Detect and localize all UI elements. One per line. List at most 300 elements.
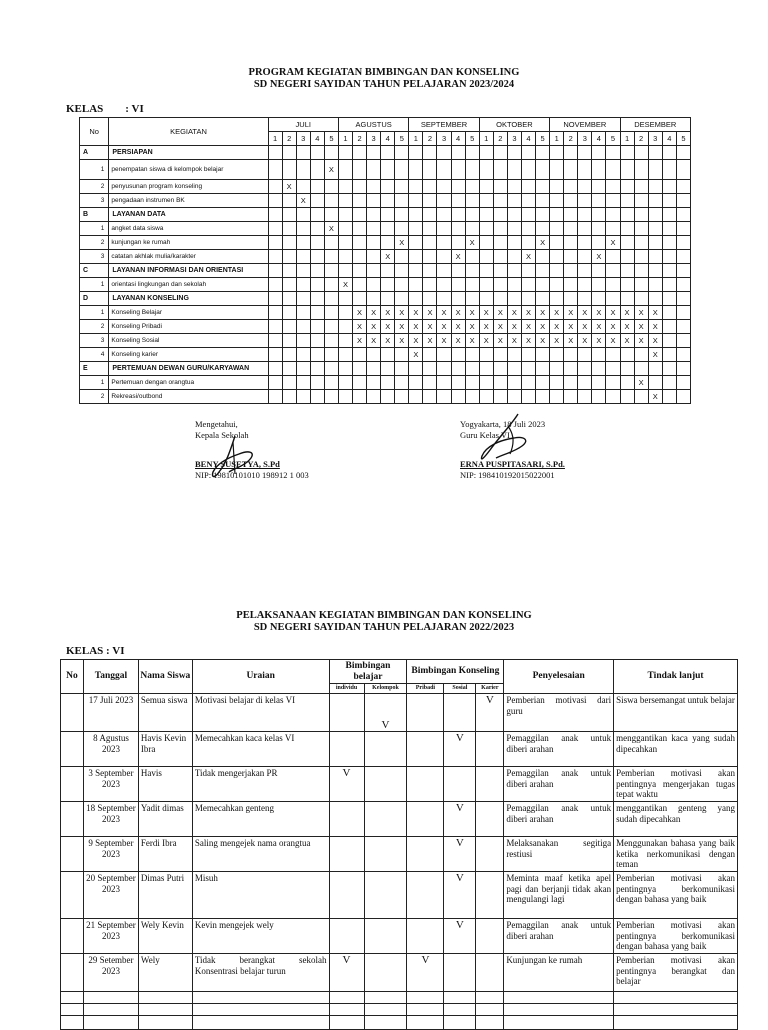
schedule-cell (367, 250, 381, 264)
row-tindak-lanjut: Menggunakan bahasa yang baik ketika nerkomunikasi dengan teman (614, 837, 738, 872)
pelaksanaan-row (61, 767, 738, 802)
schedule-cell (367, 180, 381, 194)
schedule-cell (268, 160, 282, 180)
schedule-cell (507, 222, 521, 236)
schedule-cell (662, 160, 676, 180)
schedule-cell (676, 250, 690, 264)
schedule-mark: X (521, 250, 535, 264)
schedule-cell (648, 376, 662, 390)
schedule-cell (662, 208, 676, 222)
schedule-cell (409, 292, 423, 306)
schedule-cell (479, 160, 493, 180)
schedule-cell (395, 292, 409, 306)
schedule-cell (676, 348, 690, 362)
schedule-cell (268, 362, 282, 376)
schedule-cell (479, 180, 493, 194)
check-cell (476, 802, 504, 837)
schedule-cell (353, 208, 367, 222)
schedule-cell (578, 362, 592, 376)
schedule-cell (268, 320, 282, 334)
schedule-cell (338, 334, 352, 348)
schedule-cell (662, 362, 676, 376)
empty-cell (364, 1016, 407, 1030)
schedule-cell (592, 348, 606, 362)
schedule-cell (423, 362, 437, 376)
schedule-cell (564, 362, 578, 376)
empty-cell (138, 1004, 192, 1016)
schedule-cell (479, 194, 493, 208)
schedule-mark: X (423, 320, 437, 334)
schedule-cell (268, 222, 282, 236)
schedule-cell (296, 264, 310, 278)
activity-label: angket data siswa (109, 222, 268, 236)
schedule-item-row (80, 160, 691, 180)
schedule-cell (479, 278, 493, 292)
schedule-mark: X (507, 334, 521, 348)
schedule-cell (620, 278, 634, 292)
schedule-cell (507, 264, 521, 278)
row-tanggal: 9 September 2023 (83, 837, 138, 872)
activity-label: LAYANAN INFORMASI DAN ORIENTASI (109, 264, 268, 278)
schedule-cell (367, 348, 381, 362)
schedule-section-row (80, 362, 691, 376)
schedule-cell (507, 362, 521, 376)
week-header: 2 (353, 132, 367, 146)
check-cell (364, 872, 407, 919)
schedule-cell (536, 250, 550, 264)
schedule-cell (479, 362, 493, 376)
schedule-item-row (80, 306, 691, 320)
schedule-cell (437, 222, 451, 236)
schedule-cell (409, 194, 423, 208)
col-uraian: Uraian (192, 660, 329, 694)
schedule-cell (620, 222, 634, 236)
schedule-cell (606, 376, 620, 390)
row-tanggal: 29 Setember 2023 (83, 954, 138, 992)
schedule-mark: X (606, 236, 620, 250)
schedule-cell (676, 376, 690, 390)
schedule-cell (465, 250, 479, 264)
schedule-cell (324, 180, 338, 194)
schedule-mark: X (648, 306, 662, 320)
schedule-item-row (80, 250, 691, 264)
schedule-cell (423, 236, 437, 250)
row-number: E (80, 362, 109, 376)
schedule-mark: X (465, 320, 479, 334)
schedule-mark: X (634, 320, 648, 334)
schedule-cell (465, 278, 479, 292)
schedule-cell (493, 390, 507, 404)
schedule-cell (648, 264, 662, 278)
schedule-cell (310, 292, 324, 306)
row-no (61, 802, 84, 837)
schedule-cell (395, 222, 409, 236)
check-mark: V (364, 694, 407, 732)
week-header: 5 (676, 132, 690, 146)
schedule-mark: X (367, 334, 381, 348)
schedule-cell (310, 264, 324, 278)
schedule-cell (338, 222, 352, 236)
week-header: 1 (268, 132, 282, 146)
row-uraian: Tidak mengerjakan PR (192, 767, 329, 802)
schedule-cell (662, 320, 676, 334)
activity-label: PERSIAPAN (109, 146, 268, 160)
schedule-mark: X (451, 320, 465, 334)
schedule-cell (606, 146, 620, 160)
row-uraian: Kevin mengejek wely (192, 919, 329, 954)
schedule-cell (634, 390, 648, 404)
schedule-cell (268, 348, 282, 362)
schedule-cell (676, 208, 690, 222)
schedule-cell (606, 160, 620, 180)
schedule-mark: X (648, 348, 662, 362)
schedule-cell (282, 146, 296, 160)
schedule-cell (395, 390, 409, 404)
schedule-cell (493, 208, 507, 222)
schedule-cell (648, 180, 662, 194)
schedule-mark: X (437, 320, 451, 334)
schedule-cell (521, 160, 535, 180)
schedule-mark: X (606, 306, 620, 320)
schedule-cell (353, 250, 367, 264)
sign-left-line2: Kepala Sekolah (195, 429, 249, 440)
schedule-cell (353, 146, 367, 160)
schedule-cell (620, 250, 634, 264)
schedule-cell (479, 146, 493, 160)
schedule-cell (296, 146, 310, 160)
schedule-cell (620, 194, 634, 208)
month-header: DESEMBER (620, 118, 691, 132)
row-nama: Yadit dimas (138, 802, 192, 837)
schedule-cell (536, 208, 550, 222)
schedule-cell (423, 390, 437, 404)
row-number: 4 (80, 348, 109, 362)
schedule-cell (592, 222, 606, 236)
schedule-cell (310, 208, 324, 222)
schedule-mark: X (634, 376, 648, 390)
schedule-cell (338, 292, 352, 306)
empty-cell (138, 992, 192, 1004)
schedule-mark: X (395, 334, 409, 348)
row-number: A (80, 146, 109, 160)
row-penyelesaian: Pemaggilan anak untuk diberi arahan (504, 732, 614, 767)
col-no: No (61, 660, 84, 694)
sign-right-line2: Guru Kelas VI (460, 429, 510, 440)
schedule-cell (395, 264, 409, 278)
row-tanggal: 8 Agustus 2023 (83, 732, 138, 767)
week-header: 1 (409, 132, 423, 146)
schedule-cell (451, 160, 465, 180)
schedule-cell (592, 376, 606, 390)
schedule-cell (338, 390, 352, 404)
empty-cell (61, 1016, 84, 1030)
schedule-cell (648, 222, 662, 236)
schedule-cell (634, 250, 648, 264)
schedule-mark: X (465, 236, 479, 250)
schedule-mark: X (550, 306, 564, 320)
empty-cell (407, 992, 444, 1004)
col-tanggal: Tanggal (83, 660, 138, 694)
schedule-mark: X (493, 334, 507, 348)
schedule-mark: X (521, 306, 535, 320)
row-number: 2 (80, 390, 109, 404)
schedule-cell (620, 146, 634, 160)
schedule-mark: X (536, 306, 550, 320)
schedule-mark: X (395, 306, 409, 320)
week-header: 5 (395, 132, 409, 146)
check-cell (476, 767, 504, 802)
schedule-cell (676, 194, 690, 208)
schedule-cell (310, 222, 324, 236)
schedule-cell (648, 362, 662, 376)
row-number: 2 (80, 320, 109, 334)
check-mark: V (444, 732, 476, 767)
schedule-cell (606, 194, 620, 208)
schedule-cell (536, 376, 550, 390)
check-cell (407, 919, 444, 954)
schedule-cell (296, 348, 310, 362)
schedule-cell (536, 390, 550, 404)
col-individu: individu (329, 684, 364, 694)
row-nama: Dimas Putri (138, 872, 192, 919)
row-penyelesaian: Kunjungan ke rumah (504, 954, 614, 992)
schedule-mark: X (324, 160, 338, 180)
schedule-item-row (80, 222, 691, 236)
schedule-cell (648, 146, 662, 160)
schedule-cell (423, 194, 437, 208)
schedule-section-row (80, 264, 691, 278)
schedule-mark: X (367, 306, 381, 320)
schedule-cell (268, 278, 282, 292)
schedule-cell (592, 194, 606, 208)
schedule-cell (381, 146, 395, 160)
row-number: 3 (80, 334, 109, 348)
schedule-cell (268, 236, 282, 250)
schedule-cell (423, 160, 437, 180)
row-number: 1 (80, 222, 109, 236)
pelaksanaan-title: PELAKSANAAN KEGIATAN BIMBINGAN DAN KONSELING (236, 610, 532, 621)
month-header: NOVEMBER (550, 118, 620, 132)
col-bimbingan-konseling: Bimbingan Konseling (407, 660, 504, 684)
pelaksanaan-row (61, 837, 738, 872)
empty-cell (83, 992, 138, 1004)
schedule-cell (606, 292, 620, 306)
schedule-cell (353, 292, 367, 306)
schedule-cell (507, 376, 521, 390)
schedule-cell (423, 250, 437, 264)
schedule-cell (465, 222, 479, 236)
schedule-mark: X (381, 334, 395, 348)
schedule-cell (465, 390, 479, 404)
row-tindak-lanjut: Pemberian motivasi akan pentingnya berkomunikasi dengan bahasa yang baik (614, 872, 738, 919)
schedule-cell (550, 362, 564, 376)
pelaksanaan-row (61, 694, 738, 732)
schedule-cell (338, 362, 352, 376)
schedule-mark: X (564, 320, 578, 334)
schedule-cell (324, 264, 338, 278)
row-uraian: Memecahkan kaca kelas VI (192, 732, 329, 767)
check-cell (407, 837, 444, 872)
schedule-cell (648, 208, 662, 222)
schedule-cell (620, 236, 634, 250)
schedule-cell (536, 222, 550, 236)
week-header: 2 (634, 132, 648, 146)
schedule-mark: X (521, 334, 535, 348)
month-header: OKTOBER (479, 118, 549, 132)
schedule-cell (493, 250, 507, 264)
check-cell (329, 694, 364, 732)
schedule-cell (451, 236, 465, 250)
week-header: 1 (550, 132, 564, 146)
schedule-mark: X (437, 306, 451, 320)
empty-cell (504, 1004, 614, 1016)
schedule-cell (338, 160, 352, 180)
empty-cell (476, 1016, 504, 1030)
col-nama: Nama Siswa (138, 660, 192, 694)
schedule-cell (564, 292, 578, 306)
empty-cell (614, 1004, 738, 1016)
schedule-cell (550, 390, 564, 404)
schedule-cell (606, 390, 620, 404)
schedule-cell (296, 390, 310, 404)
row-uraian: Motivasi belajar di kelas VI (192, 694, 329, 732)
schedule-cell (367, 376, 381, 390)
activity-label: kunjungan ke rumah (109, 236, 268, 250)
schedule-cell (479, 208, 493, 222)
schedule-cell (620, 362, 634, 376)
schedule-cell (634, 264, 648, 278)
sign-right-nip: NIP: 198410192015022001 (460, 469, 555, 480)
activity-label: penempatan siswa di kelompok belajar (109, 160, 268, 180)
schedule-cell (521, 292, 535, 306)
schedule-cell (409, 278, 423, 292)
schedule-cell (282, 320, 296, 334)
schedule-cell (634, 194, 648, 208)
schedule-cell (521, 264, 535, 278)
schedule-cell (634, 222, 648, 236)
schedule-cell (367, 264, 381, 278)
schedule-cell (465, 264, 479, 278)
schedule-mark: X (634, 334, 648, 348)
schedule-cell (536, 278, 550, 292)
schedule-cell (634, 180, 648, 194)
schedule-cell (282, 292, 296, 306)
schedule-cell (634, 292, 648, 306)
schedule-cell (381, 362, 395, 376)
week-header: 4 (451, 132, 465, 146)
schedule-cell (536, 264, 550, 278)
week-header: 2 (282, 132, 296, 146)
schedule-cell (367, 146, 381, 160)
week-header: 5 (465, 132, 479, 146)
schedule-cell (282, 334, 296, 348)
schedule-cell (536, 348, 550, 362)
schedule-cell (536, 362, 550, 376)
schedule-mark: X (423, 306, 437, 320)
pelaksanaan-subtitle: SD NEGERI SAYIDAN TAHUN PELAJARAN 2022/2023 (253, 622, 515, 633)
schedule-cell (324, 390, 338, 404)
schedule-cell (282, 236, 296, 250)
schedule-mark: X (648, 320, 662, 334)
schedule-cell (338, 146, 352, 160)
pelaksanaan-row (61, 732, 738, 767)
schedule-cell (564, 348, 578, 362)
col-pribadi: Pribadi (407, 684, 444, 694)
schedule-cell (409, 146, 423, 160)
row-penyelesaian: Pemaggilan anak untuk diberi arahan (504, 767, 614, 802)
activity-label: LAYANAN DATA (109, 208, 268, 222)
schedule-cell (395, 278, 409, 292)
schedule-section-row (80, 208, 691, 222)
schedule-cell (353, 160, 367, 180)
schedule-cell (451, 180, 465, 194)
empty-cell (444, 1004, 476, 1016)
schedule-cell (282, 390, 296, 404)
schedule-item-row (80, 180, 691, 194)
schedule-cell (676, 362, 690, 376)
week-header: 4 (592, 132, 606, 146)
schedule-cell (521, 208, 535, 222)
schedule-cell (507, 146, 521, 160)
week-header: 4 (310, 132, 324, 146)
row-number: C (80, 264, 109, 278)
schedule-mark: X (353, 306, 367, 320)
schedule-cell (367, 278, 381, 292)
schedule-cell (521, 180, 535, 194)
row-tindak-lanjut: menggantikan genteng yang sudah dipecahkan (614, 802, 738, 837)
row-tindak-lanjut: Pemberian motivasi akan pentingnya mengerjakan tugas tepat waktu (614, 767, 738, 802)
program-schedule-table (79, 117, 691, 404)
schedule-cell (324, 292, 338, 306)
schedule-cell (479, 348, 493, 362)
schedule-mark: X (451, 334, 465, 348)
schedule-cell (550, 160, 564, 180)
schedule-cell (606, 180, 620, 194)
row-nama: Wely Kevin (138, 919, 192, 954)
check-cell (407, 802, 444, 837)
schedule-cell (367, 292, 381, 306)
schedule-cell (479, 236, 493, 250)
check-cell (329, 837, 364, 872)
schedule-cell (437, 264, 451, 278)
empty-row (61, 1004, 738, 1016)
schedule-cell (507, 180, 521, 194)
schedule-cell (268, 376, 282, 390)
schedule-cell (536, 194, 550, 208)
schedule-cell (564, 250, 578, 264)
schedule-cell (634, 160, 648, 180)
check-cell (407, 694, 444, 732)
activity-label: penyusunan program konseling (109, 180, 268, 194)
col-sosial: Sosial (444, 684, 476, 694)
schedule-cell (451, 390, 465, 404)
schedule-cell (592, 264, 606, 278)
schedule-cell (536, 146, 550, 160)
empty-cell (192, 1004, 329, 1016)
schedule-mark: X (493, 320, 507, 334)
schedule-cell (592, 278, 606, 292)
empty-cell (364, 992, 407, 1004)
schedule-cell (648, 236, 662, 250)
schedule-cell (296, 160, 310, 180)
schedule-mark: X (536, 334, 550, 348)
empty-cell (192, 1016, 329, 1030)
schedule-cell (451, 278, 465, 292)
schedule-cell (634, 208, 648, 222)
schedule-mark: X (536, 236, 550, 250)
schedule-cell (592, 146, 606, 160)
schedule-mark: X (536, 320, 550, 334)
